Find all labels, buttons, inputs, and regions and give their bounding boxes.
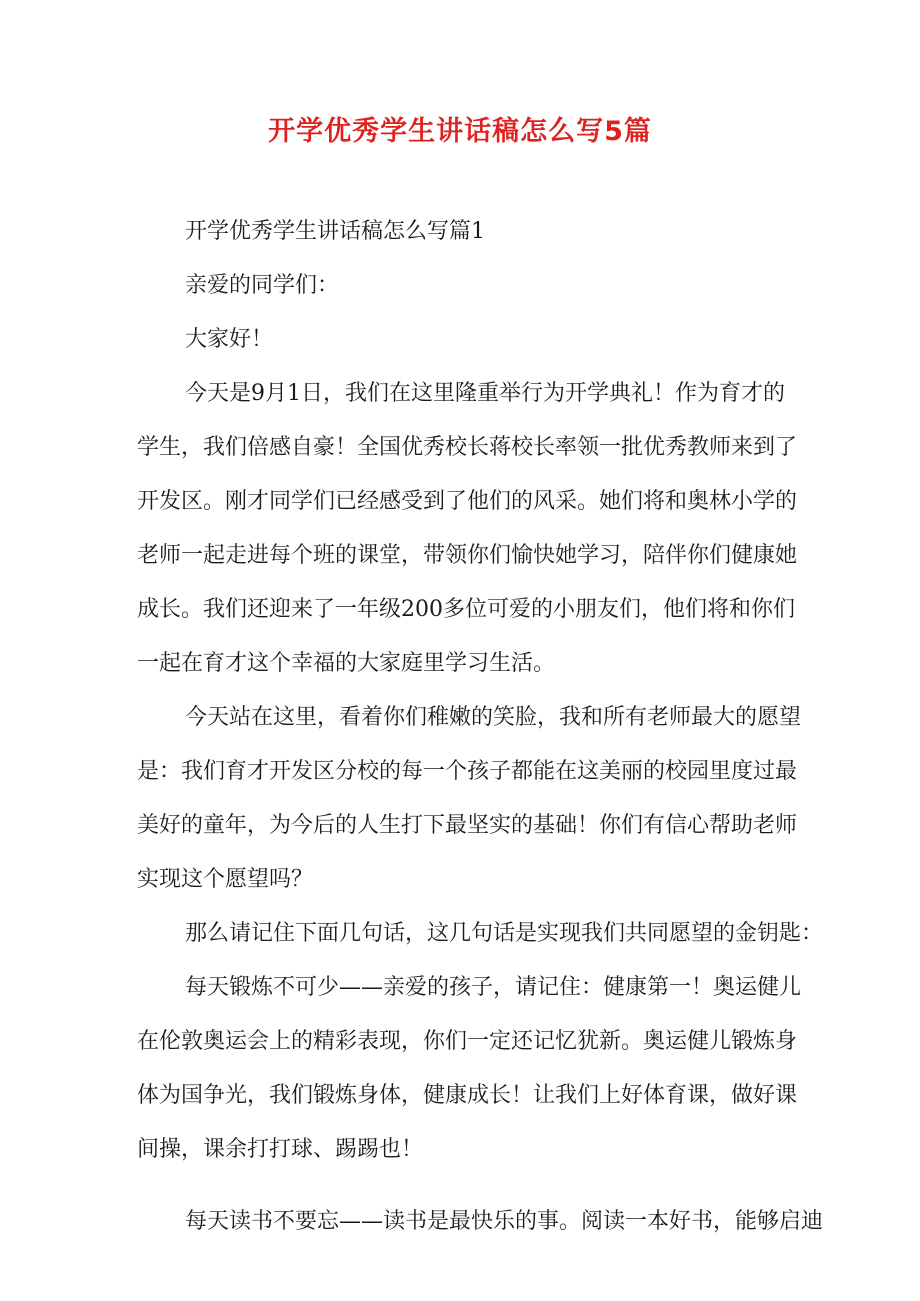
paragraph-line: 体为国争光，我们锻炼身体，健康成长！让我们上好体育课，做好课 bbox=[137, 1083, 798, 1108]
paragraph-2 bbox=[137, 691, 802, 907]
section-heading: 开学优秀学生讲话稿怎么写篇1 bbox=[185, 219, 485, 244]
hello-line: 大家好！ bbox=[185, 327, 274, 352]
paragraph-5 bbox=[137, 1195, 824, 1249]
paragraph-line: 学生，我们倍感自豪！全国优秀校长蒋校长率领一批优秀教师来到了 bbox=[137, 435, 798, 460]
paragraph-line: 在伦敦奥运会上的精彩表现，你们一定还记忆犹新。奥运健儿锻炼身 bbox=[137, 1029, 798, 1054]
paragraph-line: 间操，课余打打球、踢踢也！ bbox=[137, 1137, 424, 1162]
greeting: 亲爱的同学们： bbox=[185, 273, 340, 298]
paragraph-4 bbox=[137, 961, 802, 1177]
paragraph-line: 成长。我们还迎来了一年级200多位可爱的小朋友们，他们将和你们 bbox=[137, 597, 795, 622]
paragraph-1 bbox=[137, 367, 797, 691]
paragraph-line: 那么请记住下面几句话，这几句话是实现我们共同愿望的金钥匙： bbox=[185, 921, 824, 946]
paragraph-line: 一起在育才这个幸福的大家庭里学习生活。 bbox=[137, 651, 556, 676]
document-title: 开学优秀学生讲话稿怎么写5篇 bbox=[268, 116, 652, 147]
paragraph-line: 开发区。刚才同学们已经感受到了他们的风采。她们将和奥林小学的 bbox=[137, 489, 798, 514]
paragraph-line: 每天锻炼不可少——亲爱的孩子，请记住：健康第一！奥运健儿 bbox=[185, 975, 802, 1000]
paragraph-line: 是：我们育才开发区分校的每一个孩子都能在这美丽的校园里度过最 bbox=[137, 759, 798, 784]
paragraph-line: 每天读书不要忘——读书是最快乐的事。阅读一本好书，能够启迪 bbox=[185, 1209, 824, 1234]
document-body bbox=[137, 205, 824, 1249]
paragraph-line: 老师一起走进每个班的课堂，带领你们愉快她学习，陪伴你们健康她 bbox=[137, 543, 798, 568]
paragraph-line: 今天站在这里，看着你们稚嫩的笑脸，我和所有老师最大的愿望 bbox=[185, 705, 802, 730]
paragraph-line: 美好的童年，为今后的人生打下最坚实的基础！你们有信心帮助老师 bbox=[137, 813, 798, 838]
paragraph-line: 实现这个愿望吗？ bbox=[137, 867, 314, 892]
paragraph-line: 今天是9月1日，我们在这里隆重举行为开学典礼！作为育才的 bbox=[185, 381, 785, 406]
paragraph-3 bbox=[137, 907, 824, 961]
